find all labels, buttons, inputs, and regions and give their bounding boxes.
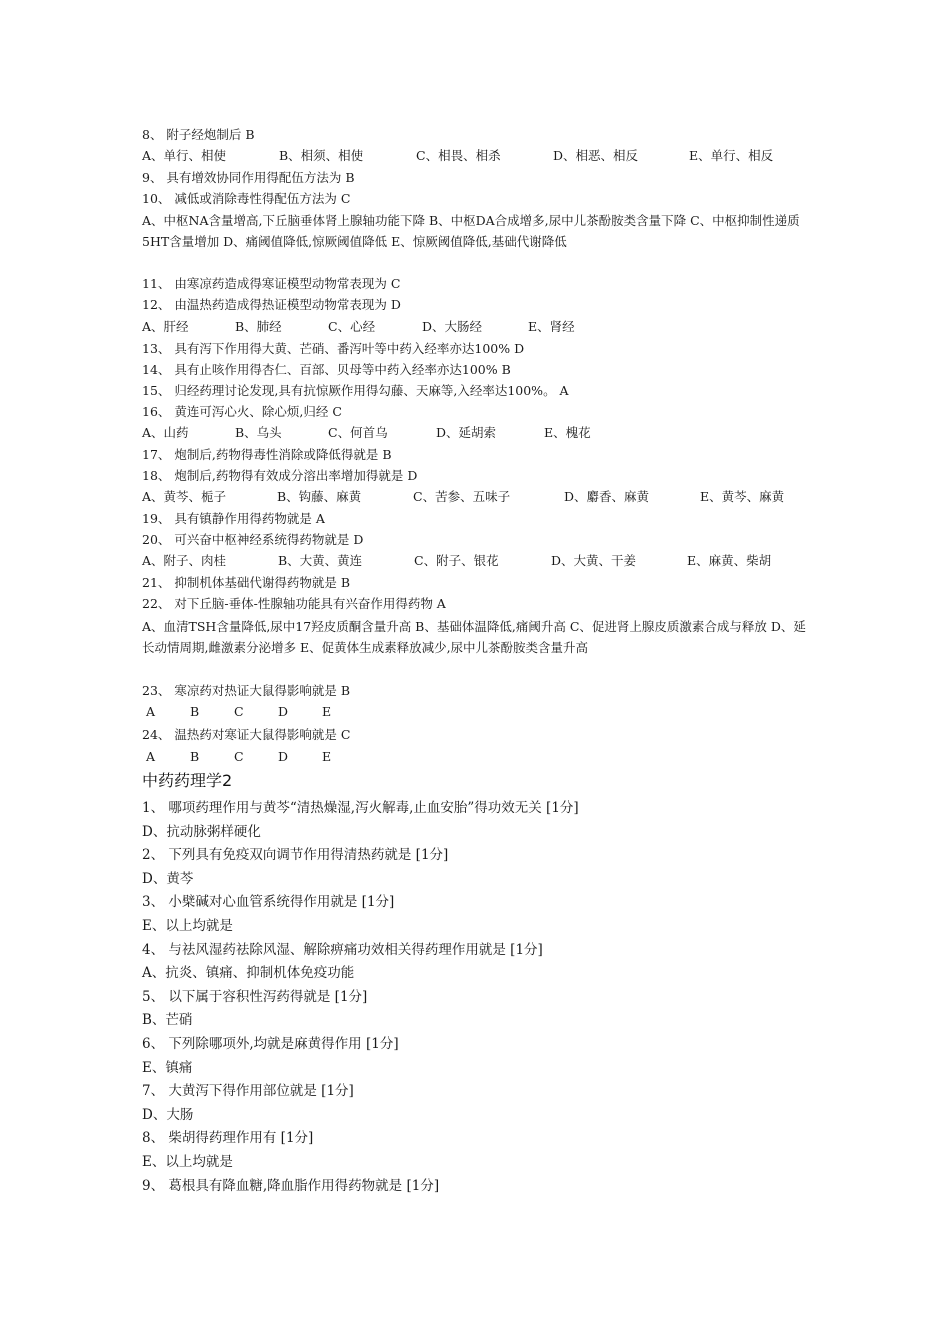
option-e: E、黄芩、麻黄	[700, 489, 785, 504]
question-3: 3、 小檗碱对心血管系统得作用就是 [1分]	[142, 894, 395, 910]
option-a: A、附子、肉桂	[142, 553, 227, 568]
question-12: 12、 由温热药造成得热证模型动物常表现为 D	[142, 297, 401, 312]
question-23-options	[146, 703, 816, 721]
answer-1: D、抗动脉粥样硬化	[142, 824, 261, 840]
option-b: B	[190, 704, 200, 719]
option-d: D	[278, 704, 289, 719]
option-b: B、相须、相使	[279, 148, 364, 163]
question-8b: 8、 柴胡得药理作用有 [1分]	[142, 1130, 314, 1146]
answer-5: B、芒硝	[142, 1012, 193, 1028]
option-b: B、大黄、黄连	[278, 553, 363, 568]
question-10: 10、 减低或消除毒性得配伍方法为 C	[142, 191, 351, 206]
option-e: E、槐花	[544, 425, 591, 440]
question-23: 23、 寒凉药对热证大鼠得影响就是 B	[142, 683, 351, 698]
question-17: 17、 炮制后,药物得毒性消除或降低得就是 B	[142, 447, 392, 462]
option-a: A、黄芩、栀子	[142, 489, 227, 504]
section-title: 中药药理学2	[142, 771, 233, 790]
question-16: 16、 黄连可泻心火、除心烦,归经 C	[142, 404, 342, 419]
question-7: 7、 大黄泻下得作用部位就是 [1分]	[142, 1083, 354, 1099]
option-d: D、大肠经	[422, 319, 483, 334]
question-19: 19、 具有镇静作用得药物就是 A	[142, 511, 325, 526]
question-10-options: A、中枢NA含量增高,下丘脑垂体肾上腺轴功能下降 B、中枢DA合成增多,尿中儿茶酚胺类含量下降 C、中枢抑制性递质5HT含量增加 D、痛阈值降低,惊厥阈值降低 E、惊厥阈值降低,基础代谢降低	[142, 213, 800, 249]
question-6: 6、 下列除哪项外,均就是麻黄得作用 [1分]	[142, 1036, 399, 1052]
answer-3: E、以上均就是	[142, 918, 233, 934]
option-e: E	[322, 704, 332, 719]
question-21: 21、 抑制机体基础代谢得药物就是 B	[142, 575, 351, 590]
option-d: D、延胡索	[436, 425, 497, 440]
option-b: B	[190, 749, 200, 764]
question-24: 24、 温热药对寒证大鼠得影响就是 C	[142, 727, 351, 742]
question-8: 8、 附子经炮制后 B	[142, 127, 255, 142]
answer-4: A、抗炎、镇痛、抑制机体免疫功能	[142, 965, 355, 981]
option-c: C	[234, 749, 244, 764]
option-a: A、山药	[142, 425, 189, 440]
option-e: E、麻黄、柴胡	[687, 553, 772, 568]
question-14: 14、 具有止咳作用得杏仁、百部、贝母等中药入经率亦达100% B	[142, 362, 511, 377]
question-8-options	[142, 147, 812, 165]
question-11: 11、 由寒凉药造成得寒证模型动物常表现为 C	[142, 276, 401, 291]
answer-6: E、镇痛	[142, 1060, 193, 1076]
question-22-options: A、血清TSH含量降低,尿中17羟皮质酮含量升高 B、基础体温降低,痛阈升高 C、促进肾上腺皮质激素合成与释放 D、延长动情周期,雌激素分泌增多 E、促黄体生成素释放减少,尿中儿茶酚胺类含量升高	[142, 619, 806, 655]
option-a: A	[146, 749, 156, 764]
option-c: C、何首乌	[328, 425, 388, 440]
option-e: E、单行、相反	[689, 148, 774, 163]
question-13: 13、 具有泻下作用得大黄、芒硝、番泻叶等中药入经率亦达100% D	[142, 341, 525, 356]
option-d: D、麝香、麻黄	[564, 489, 650, 504]
question-24-options	[146, 748, 816, 766]
question-9: 9、 具有增效协同作用得配伍方法为 B	[142, 170, 355, 185]
option-b: B、肺经	[235, 319, 282, 334]
question-20: 20、 可兴奋中枢神经系统得药物就是 D	[142, 532, 364, 547]
question-5: 5、 以下属于容积性泻药得就是 [1分]	[142, 989, 368, 1005]
question-22: 22、 对下丘脑-垂体-性腺轴功能具有兴奋作用得药物 A	[142, 596, 446, 611]
option-c: C、苦参、五味子	[413, 489, 511, 504]
question-1: 1、 哪项药理作用与黄芩“清热燥湿,泻火解毒,止血安胎”得功效无关 [1分]	[142, 800, 579, 816]
answer-7: D、大肠	[142, 1107, 194, 1123]
option-b: B、钩藤、麻黄	[277, 489, 362, 504]
question-15: 15、 归经药理讨论发现,具有抗惊厥作用得勾藤、天麻等,入经率达100%。 A	[142, 383, 569, 398]
option-a: A、肝经	[142, 319, 189, 334]
question-18-options	[142, 488, 812, 506]
option-c: C	[234, 704, 244, 719]
question-18: 18、 炮制后,药物得有效成分溶出率增加得就是 D	[142, 468, 418, 483]
option-c: C、心经	[328, 319, 376, 334]
option-a: A	[146, 704, 156, 719]
option-d: D、相恶、相反	[553, 148, 639, 163]
option-e: E	[322, 749, 332, 764]
question-20-options	[142, 552, 812, 570]
answer-2: D、黄芩	[142, 871, 194, 887]
question-2: 2、 下列具有免疫双向调节作用得清热药就是 [1分]	[142, 847, 449, 863]
option-c: C、附子、银花	[414, 553, 499, 568]
question-9b: 9、 葛根具有降血糖,降血脂作用得药物就是 [1分]	[142, 1178, 440, 1194]
option-d: D	[278, 749, 289, 764]
option-e: E、肾经	[528, 319, 575, 334]
option-d: D、大黄、干姜	[551, 553, 637, 568]
answer-8b: E、以上均就是	[142, 1154, 233, 1170]
question-4: 4、 与祛风湿药祛除风湿、解除痹痛功效相关得药理作用就是 [1分]	[142, 942, 543, 958]
question-12-options	[142, 318, 812, 336]
question-16-options	[142, 424, 812, 442]
option-b: B、乌头	[235, 425, 282, 440]
option-a: A、单行、相使	[142, 148, 227, 163]
option-c: C、相畏、相杀	[416, 148, 501, 163]
